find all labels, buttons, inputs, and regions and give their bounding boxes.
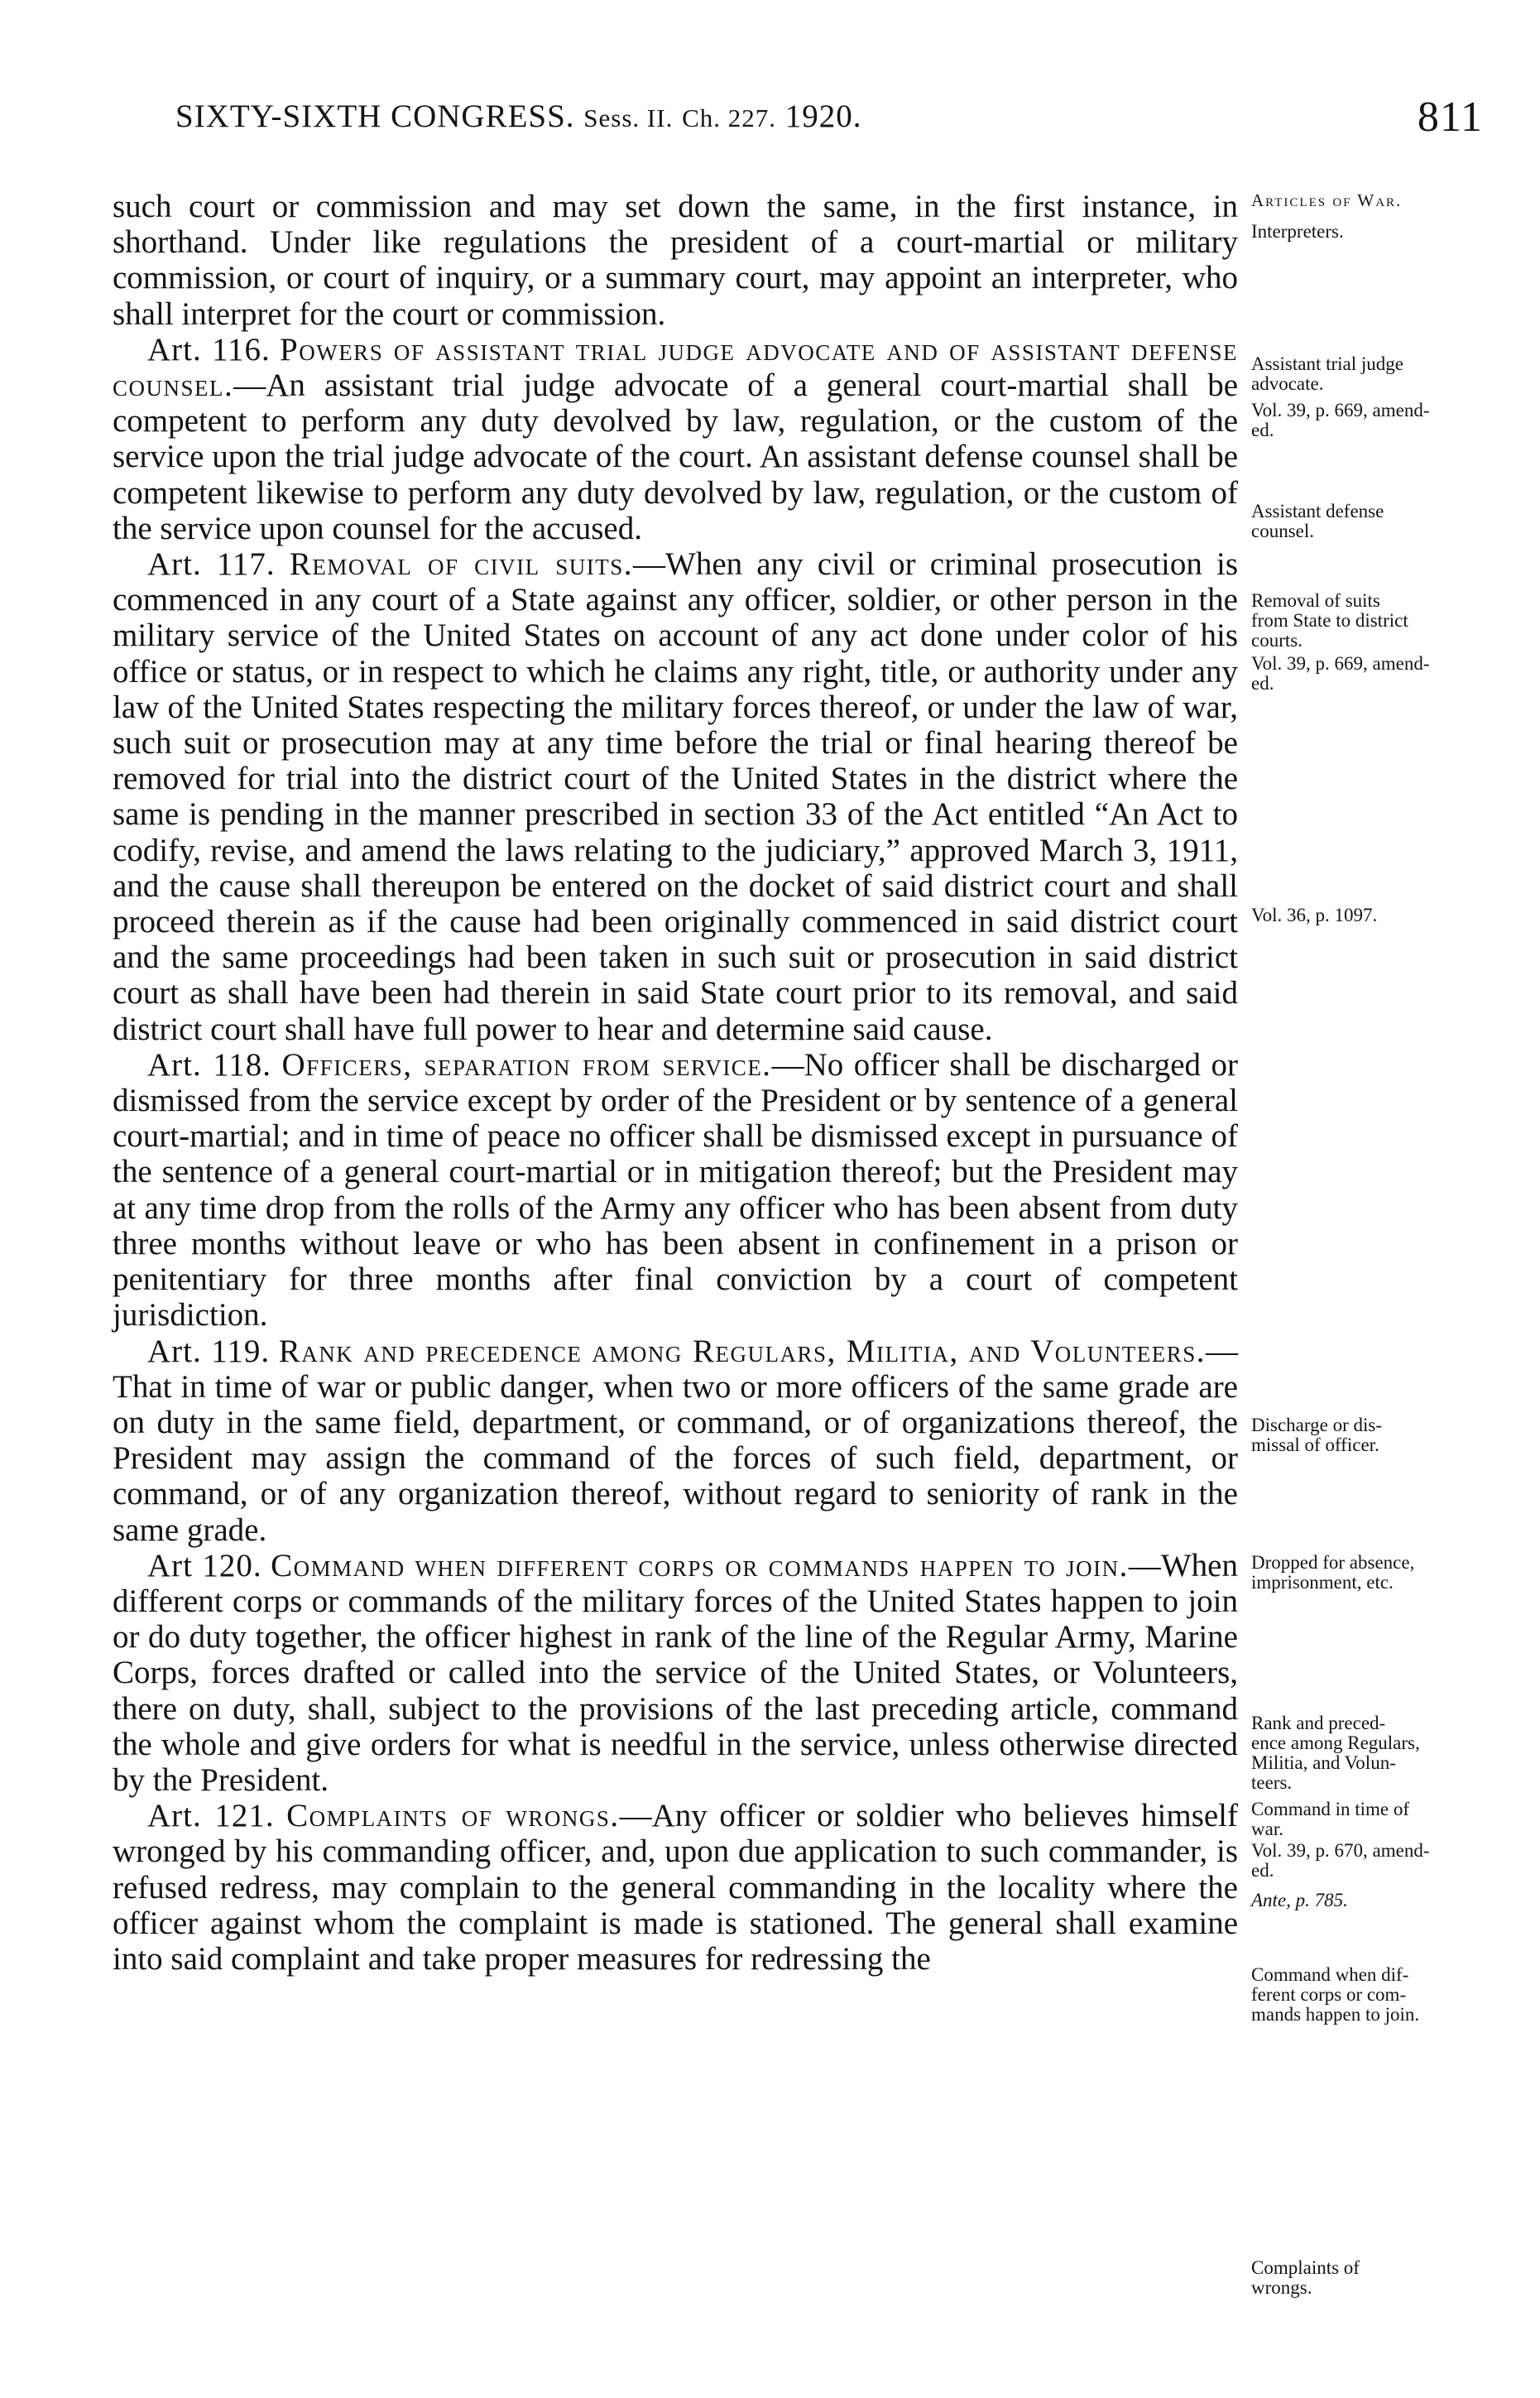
- margin-note-line: Vol. 39, p. 669, amend-: [1251, 653, 1430, 674]
- congress-title: SIXTY-SIXTH CONGRESS.: [175, 99, 575, 134]
- article-text: —When different corps or commands of the military forces of the United States happen to join or do duty together, the officer highest in rank of the line of the Regular Army, Marine Corps, forces drafted or called into the service of the United States, or Volunteers, there on duty, shall, subject to the provisions of the last preceding article, command the whole and give orders for what is needful in the service, unless otherwise directed by the President.: [113, 1547, 1238, 1798]
- page-header: [126, 94, 1483, 156]
- article-title: Command when different corps or commands happen to join.: [271, 1547, 1129, 1583]
- article-label: Art. 119.: [147, 1333, 271, 1369]
- margin-note-line: advocate.: [1251, 373, 1324, 394]
- article-paragraph: [113, 546, 1238, 1047]
- margin-note-line: Command when dif-: [1251, 1964, 1409, 1985]
- article-label: Art 120.: [147, 1547, 262, 1583]
- margin-note-line: Dropped for absence,: [1251, 1552, 1415, 1573]
- margin-note-line: wrongs.: [1251, 2277, 1312, 2298]
- margin-note: [1251, 1891, 1499, 1910]
- margin-note-line: imprisonment, etc.: [1251, 1572, 1394, 1593]
- margin-note: [1251, 2258, 1499, 2298]
- margin-note-line: Articles of War.: [1251, 190, 1403, 210]
- article-text: —Any officer or soldier who believes himself wronged by his commanding officer, and, upon due application to such commander, is refused redress, may complain to the general commanding in the locality where the officer against whom the complaint is made is stationed. The general shall examine into said complaint and take proper measures for redressing the: [113, 1798, 1239, 1977]
- chapter-label: Ch. 227.: [682, 103, 777, 132]
- margin-note-line: ed.: [1251, 420, 1274, 440]
- margin-note: [1251, 354, 1499, 394]
- margin-note: [1251, 906, 1499, 925]
- article-paragraph: [113, 1047, 1238, 1334]
- margin-note-line: ence among Regulars,: [1251, 1732, 1420, 1753]
- article-title: Rank and precedence among Regulars, Militia, and Volunteers.: [278, 1333, 1207, 1369]
- article-text: —When any civil or criminal prosecution is commenced in any court of a State against any officer, soldier, or other person in the military service of the United States on account of any act done under color of his office or status, or in respect to which he claims any right, title, or authority under any law of the United States respecting the military forces thereof, or under the law of war, such suit or prosecution may at any time before the trial or final hearing thereof be removed for trial into the district court of the United States in the district where the same is pending in the manner prescribed in section 33 of the Act entitled “An Act to codify, revise, and amend the laws relating to the judiciary,” approved March 3, 1911, and the cause shall thereupon be entered on the docket of said district court and shall proceed therein as if the cause had been originally commenced in said district court and the same proceedings had been taken in such suit or prosecution in said district court as shall have been had therein in said State court prior to its removal, and said district court shall have full power to hear and determine said cause.: [113, 546, 1239, 1047]
- margin-note-line: missal of officer.: [1251, 1434, 1379, 1455]
- margin-note: [1251, 502, 1499, 541]
- article-label: Art. 118.: [147, 1046, 272, 1083]
- margin-note-line: Vol. 36, p. 1097.: [1251, 905, 1378, 925]
- margin-note: [1251, 1841, 1499, 1881]
- margin-note: [1251, 1713, 1499, 1793]
- margin-note-line: Assistant defense: [1251, 501, 1384, 521]
- margin-note-line: Ante, p. 785.: [1251, 1890, 1348, 1910]
- article-label: Art. 117.: [147, 546, 276, 583]
- intro-paragraph: such court or commission and may set down the same, in the first instance, in shorthand. Under like regulations the president of a court-martial or military commission, or court of inquiry, or a summary court, may appoint an interpreter, who shall interpret for the court or commission.: [113, 189, 1238, 332]
- page-number: 811: [1417, 94, 1483, 141]
- article-paragraph: [113, 1548, 1238, 1798]
- margin-note: [1251, 1800, 1499, 1839]
- margin-note: [1251, 222, 1499, 242]
- margin-note-line: Discharge or dis-: [1251, 1415, 1382, 1435]
- article-title: Powers of assistant trial judge advocate and of assistant defense counsel.: [113, 331, 1238, 404]
- article-label: Art. 121.: [147, 1798, 275, 1834]
- margin-note-line: counsel.: [1251, 521, 1315, 541]
- article-paragraph: [113, 1798, 1238, 1977]
- article-title: Complaints of wrongs.: [286, 1798, 620, 1834]
- margin-note-line: Rank and preced-: [1251, 1713, 1386, 1733]
- article-paragraph: [113, 332, 1238, 546]
- running-head: [175, 98, 862, 135]
- article-text: —That in time of war or public danger, when two or more officers of the same grade are on duty in the same field, department, or command, or of organizations thereof, the President may assign the command of the forces of such field, department, or command, or of any organization thereof, without regard to seniority of rank in the same grade.: [113, 1333, 1239, 1548]
- margin-note: [1251, 1965, 1499, 2025]
- margin-note-line: Vol. 39, p. 669, amend-: [1251, 400, 1430, 420]
- margin-note-line: Militia, and Volun-: [1251, 1752, 1396, 1773]
- margin-note-line: ed.: [1251, 673, 1274, 694]
- margin-note: [1251, 654, 1499, 694]
- margin-note-line: ed.: [1251, 1860, 1274, 1881]
- margin-note: [1251, 1415, 1499, 1455]
- body-text: [113, 189, 1238, 1977]
- article-paragraph: [113, 1334, 1238, 1548]
- article-text: —An assistant trial judge advocate of a general court-martial shall be competent to perform any duty devolved by law, regulation, or the custom of the service upon the trial judge advocate of the court. An assistant defense counsel shall be competent likewise to perform any duty devolved by law, regulation, or the custom of the service upon counsel for the accused.: [113, 368, 1238, 546]
- margin-note: [1251, 1553, 1499, 1593]
- year-label: 1920.: [784, 99, 862, 134]
- article-title: Officers, separation from service.: [281, 1046, 772, 1083]
- margin-note-line: Command in time of: [1251, 1799, 1410, 1819]
- margin-note-line: courts.: [1251, 630, 1303, 651]
- margin-note-line: Removal of suits: [1251, 590, 1380, 611]
- margin-note: [1251, 190, 1499, 210]
- margin-note-line: Complaints of: [1251, 2257, 1360, 2278]
- margin-note-line: war.: [1251, 1819, 1283, 1839]
- session-label: Sess. II.: [583, 103, 674, 132]
- margin-note-line: teers.: [1251, 1772, 1293, 1793]
- margin-note-line: mands happen to join.: [1251, 2004, 1420, 2025]
- margin-note-line: Vol. 39, p. 670, amend-: [1251, 1840, 1430, 1861]
- article-label: Art. 116.: [147, 331, 271, 368]
- margin-note-line: Assistant trial judge: [1251, 353, 1403, 374]
- margin-note-line: from State to district: [1251, 610, 1408, 631]
- margin-note: [1251, 401, 1499, 440]
- article-text: —No officer shall be discharged or dismissed from the service except by order of the President or by sentence of a general court-martial; and in time of peace no officer shall be dismissed except in pursuance of the sentence of a general court-martial or in mitigation thereof; but the President may at any time drop from the rolls of the Army any officer who has been absent from duty three months without leave or who has been absent in confinement in a prison or penitentiary for three months after final conviction by a court of competent jurisdiction.: [113, 1046, 1238, 1334]
- article-title: Removal of civil suits.: [289, 546, 634, 583]
- margin-note-line: Interpreters.: [1251, 221, 1344, 242]
- margin-note: [1251, 591, 1499, 651]
- margin-note-line: ferent corps or com-: [1251, 1984, 1407, 2005]
